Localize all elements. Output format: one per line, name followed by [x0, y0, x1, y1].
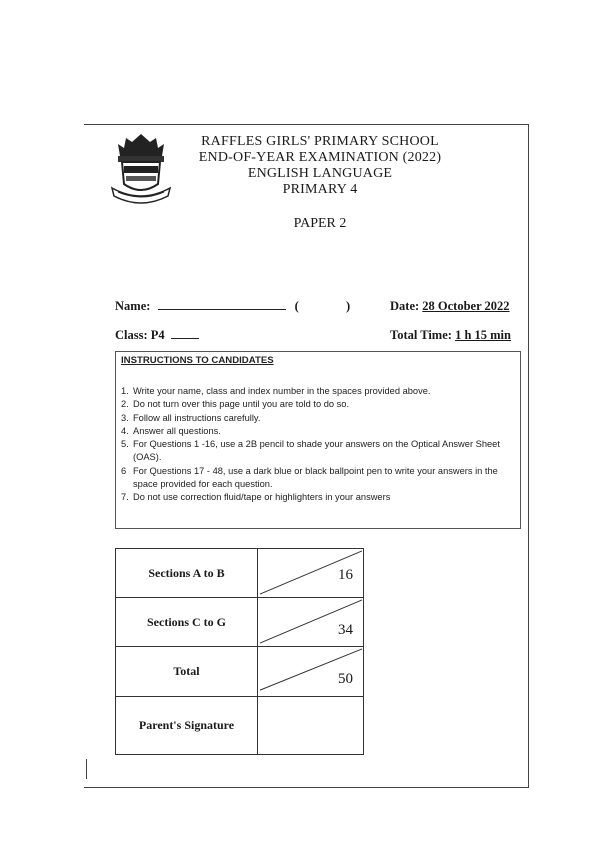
max-mark: 50	[338, 671, 353, 687]
section-label: Sections A to B	[116, 549, 258, 598]
section-label: Total	[116, 647, 258, 697]
index-paren-open: (	[294, 299, 299, 313]
instruction-text: Follow all instructions carefully.	[133, 412, 261, 423]
school-name: RAFFLES GIRLS' PRIMARY SCHOOL	[201, 134, 439, 149]
name-label: Name:	[115, 299, 151, 313]
instruction-number: 2.	[121, 399, 129, 410]
instruction-item	[121, 425, 517, 438]
score-row	[116, 697, 364, 755]
max-mark: 16	[338, 567, 353, 583]
instruction-number: 4.	[121, 425, 129, 436]
name-blank[interactable]	[158, 309, 286, 310]
mark-cell[interactable]	[258, 647, 364, 697]
index-paren-close: )	[345, 299, 351, 313]
instruction-number: 1.	[121, 386, 129, 396]
exam-title: END-OF-YEAR EXAMINATION (2022)	[198, 150, 442, 165]
instruction-text: Do not use correction fluid/tape or highlighters in your answers	[133, 492, 391, 503]
instruction-item	[121, 385, 517, 398]
date-label: Date:	[390, 299, 420, 313]
instruction-text: Write your name, class and index number in the spaces provided above.	[133, 386, 431, 396]
instruction-text: For Questions 1 -16, use a 2B pencil to shade your answers on the Optical Answer Sheet (OAS).	[133, 439, 500, 463]
class-label: Class: P4	[115, 328, 165, 342]
date-value: 28 October 2022	[422, 299, 510, 313]
subject: ENGLISH LANGUAGE	[247, 166, 393, 181]
instruction-item	[121, 491, 517, 504]
class-field[interactable]	[115, 328, 199, 343]
score-table	[115, 548, 364, 755]
score-row	[116, 647, 364, 697]
max-mark: 34	[338, 622, 353, 638]
exam-header	[195, 134, 445, 198]
date-field	[390, 299, 510, 314]
instruction-item	[121, 465, 517, 492]
instruction-text: For Questions 17 - 48, use a dark blue or black ballpoint pen to write your answers in the space provided for each question.	[133, 465, 498, 490]
instruction-number: 3.	[121, 412, 129, 423]
mark-cell[interactable]	[258, 598, 364, 647]
instruction-number: 6	[121, 465, 127, 476]
time-field	[390, 328, 511, 343]
margin-mark	[86, 759, 87, 779]
name-field[interactable]	[115, 299, 350, 314]
section-label: Sections C to G	[116, 598, 258, 647]
instruction-item	[121, 438, 517, 465]
time-value: 1 h 15 min	[455, 328, 511, 342]
instruction-item	[121, 412, 517, 425]
class-blank[interactable]	[171, 338, 199, 339]
instruction-item	[121, 398, 517, 411]
level: PRIMARY 4	[282, 182, 358, 197]
instructions-list	[121, 385, 517, 505]
instruction-number: 5.	[121, 439, 129, 450]
score-row	[116, 549, 364, 598]
parent-signature-cell[interactable]	[258, 697, 364, 755]
section-label: Parent's Signature	[116, 697, 258, 755]
instruction-text: Answer all questions.	[133, 425, 221, 436]
time-label: Total Time:	[390, 328, 452, 342]
paper-number: PAPER 2	[293, 216, 347, 231]
instructions-title: INSTRUCTIONS TO CANDIDATES	[121, 355, 274, 366]
instructions-box	[115, 351, 521, 529]
mark-cell[interactable]	[258, 549, 364, 598]
score-row	[116, 598, 364, 647]
school-crest-logo	[108, 132, 174, 206]
instruction-text: Do not turn over this page until you are told to do so.	[133, 399, 350, 410]
instruction-number: 7.	[121, 492, 129, 503]
